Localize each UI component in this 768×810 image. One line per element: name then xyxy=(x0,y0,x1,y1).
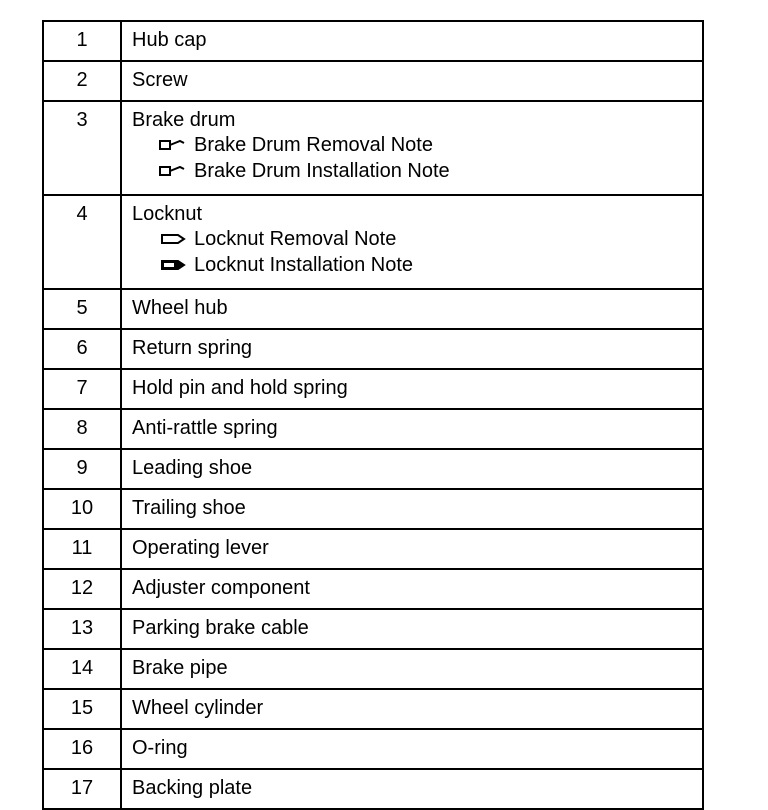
note-link[interactable] xyxy=(132,158,702,184)
part-name: Return spring xyxy=(121,329,703,369)
parts-table xyxy=(42,20,704,810)
table-row xyxy=(43,449,703,489)
note-link[interactable] xyxy=(132,252,702,278)
part-number: 10 xyxy=(43,489,121,529)
table-row xyxy=(43,195,703,289)
table-row xyxy=(43,329,703,369)
part-name: Hold pin and hold spring xyxy=(121,369,703,409)
part-name: Locknut xyxy=(132,203,203,225)
installation-note-icon xyxy=(158,161,192,181)
note-link[interactable] xyxy=(132,132,702,158)
part-number: 14 xyxy=(43,649,121,689)
part-name: Wheel hub xyxy=(121,289,703,329)
part-name: Leading shoe xyxy=(121,449,703,489)
part-name: Brake pipe xyxy=(121,649,703,689)
part-name: Parking brake cable xyxy=(121,609,703,649)
part-name: O-ring xyxy=(121,729,703,769)
part-cell xyxy=(121,195,703,289)
installation-note-icon xyxy=(158,255,192,275)
part-name: Trailing shoe xyxy=(121,489,703,529)
part-number: 12 xyxy=(43,569,121,609)
part-number: 7 xyxy=(43,369,121,409)
part-name: Backing plate xyxy=(121,769,703,809)
part-name: Anti-rattle spring xyxy=(121,409,703,449)
table-row xyxy=(43,21,703,61)
note-text: Locknut Installation Note xyxy=(194,254,414,276)
part-number: 2 xyxy=(43,61,121,101)
table-row xyxy=(43,489,703,529)
part-cell xyxy=(121,101,703,195)
table-row xyxy=(43,649,703,689)
note-text: Brake Drum Installation Note xyxy=(194,160,450,182)
part-number: 15 xyxy=(43,689,121,729)
table-row xyxy=(43,609,703,649)
part-number: 8 xyxy=(43,409,121,449)
part-name: Hub cap xyxy=(121,21,703,61)
part-number: 11 xyxy=(43,529,121,569)
table-row xyxy=(43,101,703,195)
table-row xyxy=(43,529,703,569)
note-text: Locknut Removal Note xyxy=(194,228,397,250)
removal-note-icon xyxy=(158,135,192,155)
part-number: 4 xyxy=(43,195,121,289)
note-text: Brake Drum Removal Note xyxy=(194,134,433,156)
table-row xyxy=(43,769,703,809)
part-name: Wheel cylinder xyxy=(121,689,703,729)
table-row xyxy=(43,689,703,729)
part-name: Brake drum xyxy=(132,109,236,131)
part-number: 3 xyxy=(43,101,121,195)
part-name: Operating lever xyxy=(121,529,703,569)
removal-note-icon xyxy=(158,229,192,249)
part-number: 5 xyxy=(43,289,121,329)
table-row xyxy=(43,289,703,329)
part-name: Screw xyxy=(121,61,703,101)
table-row xyxy=(43,729,703,769)
part-number: 17 xyxy=(43,769,121,809)
part-number: 6 xyxy=(43,329,121,369)
part-number: 1 xyxy=(43,21,121,61)
table-row xyxy=(43,369,703,409)
note-link[interactable] xyxy=(132,226,702,252)
part-number: 9 xyxy=(43,449,121,489)
table-row xyxy=(43,409,703,449)
table-row xyxy=(43,61,703,101)
table-row xyxy=(43,569,703,609)
part-number: 16 xyxy=(43,729,121,769)
part-number: 13 xyxy=(43,609,121,649)
part-name: Adjuster component xyxy=(121,569,703,609)
